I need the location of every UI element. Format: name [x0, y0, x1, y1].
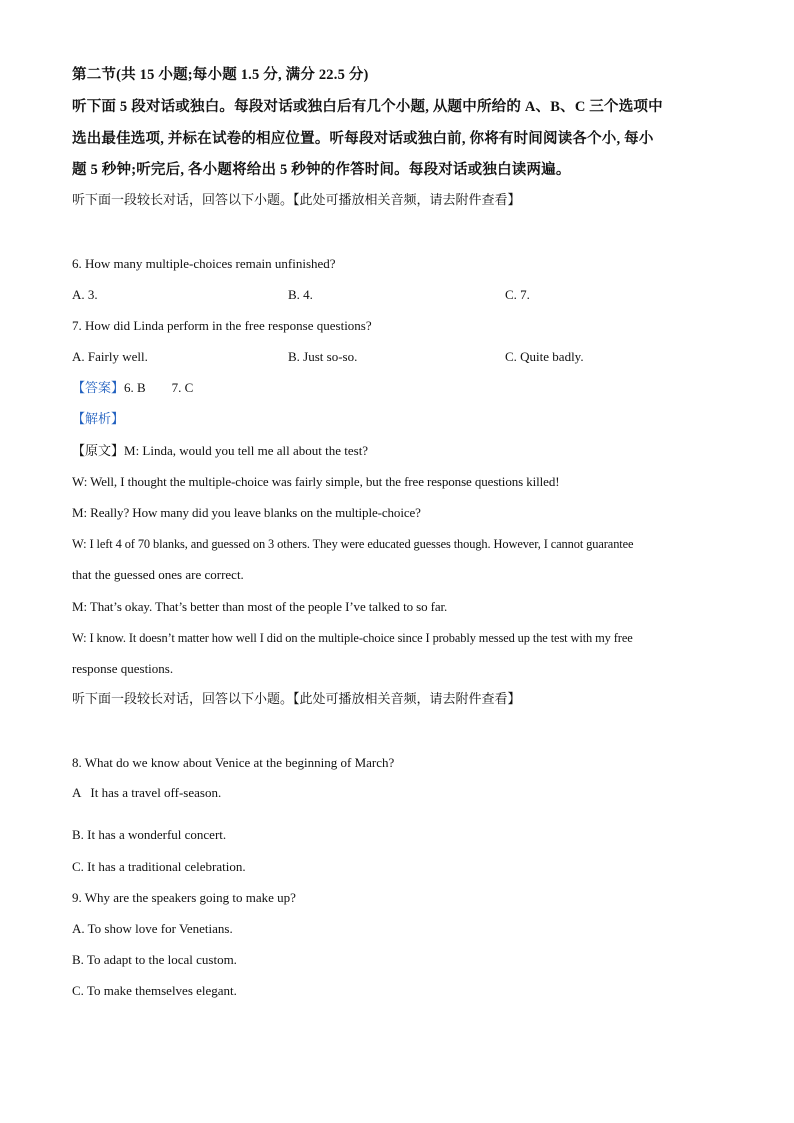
- block1-intro: 听下面一段较长对话，回答以下小题。【此处可播放相关音频，请去附件查看】: [72, 193, 521, 208]
- q8-option-c: C. It has a traditional celebration.: [72, 859, 246, 874]
- transcript-line-4b: that the guessed ones are correct.: [72, 567, 244, 582]
- transcript-line-3: M: Really? How many did you leave blanks on the multiple-choice?: [72, 505, 421, 520]
- transcript-line-6a: W: I know. It doesn’t matter how well I did on the multiple-choice since I probably messed up the test with my free: [72, 631, 633, 645]
- instruction-line-2: 选出最佳选项, 并标在试卷的相应位置。听每段对话或独白前, 你将有时间阅读各个小, 每小: [72, 131, 654, 147]
- q9-option-c: C. To make themselves elegant.: [72, 983, 237, 998]
- transcript-line-2: W: Well, I thought the multiple-choice was fairly simple, but the free response questions killed!: [72, 474, 560, 489]
- transcript-line-1: [72, 442, 368, 461]
- q6-option-b: B. 4.: [288, 287, 313, 302]
- q6-option-c: C. 7.: [505, 287, 530, 302]
- instruction-line-1: 听下面 5 段对话或独白。每段对话或独白后有几个小题, 从题中所给的 A、B、C 三个选项中: [72, 99, 663, 115]
- analysis-label: 【解析】: [72, 412, 125, 427]
- question-6: 6. How many multiple-choices remain unfinished?: [72, 256, 336, 271]
- q9-option-b: B. To adapt to the local custom.: [72, 952, 237, 967]
- transcript-line-4a: W: I left 4 of 70 blanks, and guessed on 3 others. They were educated guesses though. However, I cannot guarantee: [72, 537, 634, 551]
- q7-option-c: C. Quite badly.: [505, 349, 584, 364]
- question-8: 8. What do we know about Venice at the beginning of March?: [72, 755, 395, 770]
- q7-option-a: A. Fairly well.: [72, 349, 148, 364]
- answer-label: 【答案】: [72, 381, 125, 396]
- q7-option-b: B. Just so-so.: [288, 349, 358, 364]
- question-9: 9. Why are the speakers going to make up?: [72, 890, 296, 905]
- transcript-line-6b: response questions.: [72, 661, 174, 676]
- instruction-line-3: 题 5 秒钟;听完后, 各小题将给出 5 秒钟的作答时间。每段对话或独白读两遍。: [72, 162, 571, 178]
- transcript-label: 【原文】: [72, 444, 125, 459]
- question-7: 7. How did Linda perform in the free response questions?: [72, 318, 372, 333]
- transcript-text-1: M: Linda, would you tell me all about the test?: [124, 443, 369, 458]
- q6-option-a: A. 3.: [72, 287, 98, 302]
- section-heading: 第二节(共 15 小题;每小题 1.5 分, 满分 22.5 分): [72, 67, 369, 83]
- q8-option-a: A It has a travel off-season.: [72, 785, 222, 800]
- q9-option-a: A. To show love for Venetians.: [72, 921, 233, 936]
- transcript-line-5: M: That’s okay. That’s better than most of the people I’ve talked to so far.: [72, 599, 448, 614]
- answer-line: [72, 379, 193, 398]
- block2-intro: 听下面一段较长对话，回答以下小题。【此处可播放相关音频，请去附件查看】: [72, 692, 521, 707]
- answer-text: 6. B 7. C: [124, 380, 194, 395]
- q8-option-b: B. It has a wonderful concert.: [72, 827, 227, 842]
